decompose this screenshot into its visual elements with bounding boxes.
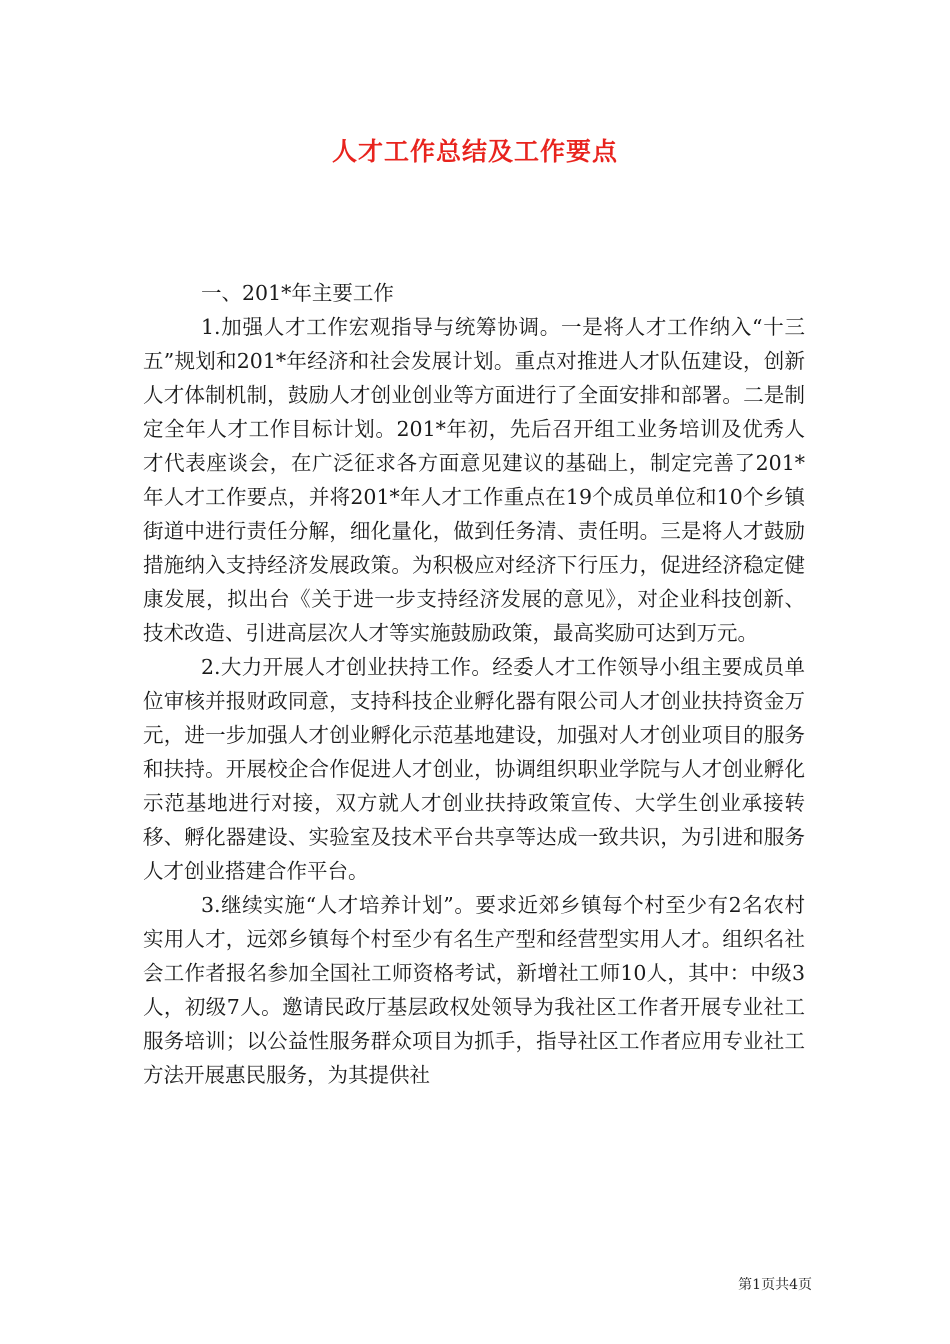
document-body: [143, 276, 805, 1092]
paragraph-1: 1.加强人才工作宏观指导与统筹协调。一是将人才工作纳入“十三五”规划和201*年经济和社会发展计划。重点对推进人才队伍建设，创新人才体制机制，鼓励人才创业创业等方面进行了全面安排和部署。二是制定全年人才工作目标计划。201*年初，先后召开组工业务培训及优秀人才代表座谈会，在广泛征求各方面意见建议的基础上，制定完善了201*年人才工作要点，并将201*年人才工作重点在19个成员单位和10个乡镇街道中进行责任分解，细化量化，做到任务清、责任明。三是将人才鼓励措施纳入支持经济发展政策。为积极应对经济下行压力，促进经济稳定健康发展，拟出台《关于进一步支持经济发展的意见》，对企业科技创新、技术改造、引进高层次人才等实施鼓励政策，最高奖励可达到万元。: [143, 315, 805, 645]
paragraph-3: 3.继续实施“人才培养计划”。要求近郊乡镇每个村至少有2名农村实用人才，远郊乡镇每个村至少有名生产型和经营型实用人才。组织名社会工作者报名参加全国社工师资格考试，新增社工师10人，其中：中级3人，初级7人。邀请民政厅基层政权处领导为我社区工作者开展专业社工服务培训；以公益性服务群众项目为抓手，指导社区工作者应用专业社工方法开展惠民服务，为其提供社: [143, 893, 805, 1087]
section-heading: 一、201*年主要工作: [201, 281, 394, 305]
paragraph-2: 2.大力开展人才创业扶持工作。经委人才工作领导小组主要成员单位审核并报财政同意，支持科技企业孵化器有限公司人才创业扶持资金万元，进一步加强人才创业孵化示范基地建设，加强对人才创业项目的服务和扶持。开展校企合作促进人才创业，协调组织职业学院与人才创业孵化示范基地进行对接，双方就人才创业扶持政策宣传、大学生创业承接转移、孵化器建设、实验室及技术平台共享等达成一致共识，为引进和服务人才创业搭建合作平台。: [143, 655, 805, 883]
document-title: 人才工作总结及工作要点: [331, 137, 618, 166]
page-number: 第1页共4页: [738, 1277, 812, 1293]
